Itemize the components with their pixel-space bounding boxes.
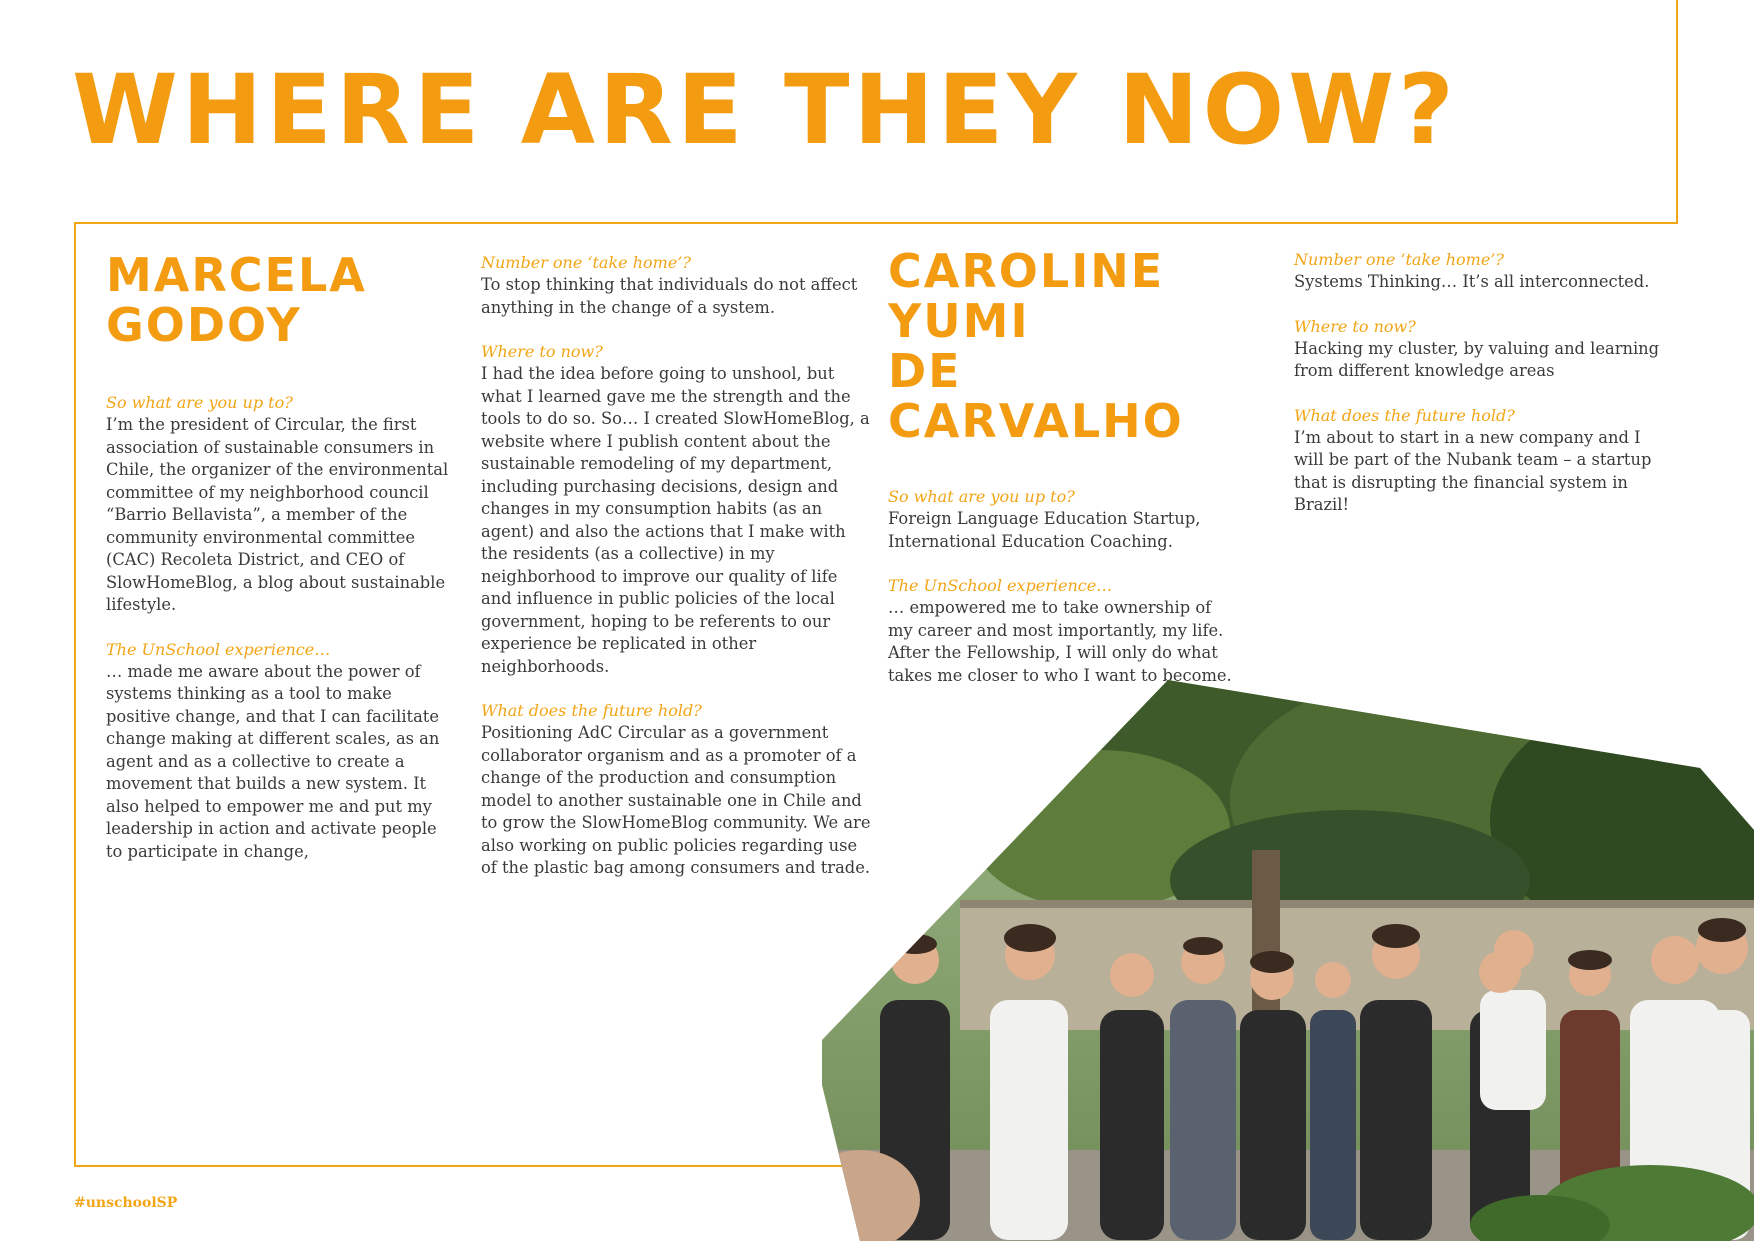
answer-text: Positioning AdC Circular as a government collaborator organism and as a promoter of a change of the production and consumption model to another sustainable one in Chile and to grow the SlowHomeBlog community. We are also working on public policies regarding use of the plastic bag among consumers and trade. (481, 723, 871, 877)
answer-text: … made me aware about the power of systems thinking as a tool to make positive change, and that I can facilitate change making at different scales, as an agent and as a collective to create a movement that builds a new system. It also helped to empower me and put my leadership in action and activate people to participate in change, (106, 661, 440, 861)
question-label: So what are you up to? (888, 487, 1075, 506)
question-label: The UnSchool experience… (888, 576, 1113, 595)
answer-text: I’m the president of Circular, the first association of sustainable consumers in Chile, the organizer of the environmental committee of my neighborhood council “Barrio Bellavista”, a member of the community environmental committee (CAC) Recoleta District, and CEO of SlowHomeBlog, a blog about sustainable lifestyle. (106, 415, 449, 614)
question-label: Number one ‘take home’? (481, 253, 691, 272)
page-title: WHERE ARE THEY NOW? (72, 54, 1458, 166)
name-line: YUMI (888, 294, 1030, 348)
answer-text: To stop thinking that individuals do not affect anything in the change of a system. (481, 275, 858, 317)
hashtag: #unschoolSP (74, 1195, 178, 1211)
name-line: GODOY (106, 298, 302, 352)
question-label: The UnSchool experience… (106, 639, 331, 659)
answer-text: … empowered me to take ownership of my career and most importantly, my life. After the Fellowship, I will only do what takes me closer to who I want to become. (888, 598, 1232, 685)
question-label: Where to now? (481, 342, 603, 361)
answer-text: I had the idea before going to unshool, but what I learned gave me the strength and the tools to do so. So… I created SlowHomeBlog, a website where I publish content about the sustainable remodeling of my department, including purchasing decisions, design and changes in my consumption habits (as an agent) and also the actions that I make with the residents (as a collective) in my neighborhood to improve our quality of life and influence in public policies of the local government, hoping to be referents to our experience be replicated in other neighborhoods. (481, 364, 870, 676)
answer-text: Foreign Language Education Startup, International Education Coaching. (888, 509, 1201, 551)
question-label: Where to now? (1294, 316, 1416, 336)
question-label: Number one ‘take home’? (1294, 250, 1504, 269)
question-label: So what are you up to? (106, 393, 293, 412)
name-line: MARCELA (106, 248, 367, 302)
question-label: What does the future hold? (481, 701, 702, 720)
name-line: DE CARVALHO (888, 344, 1184, 448)
question-label: What does the future hold? (1294, 405, 1515, 425)
answer-text: Hacking my cluster, by valuing and learning from different knowledge areas (1294, 338, 1660, 380)
answer-text: I’m about to start in a new company and I will be part of the Nubank team – a startup that is disrupting the financial system in Brazil! (1294, 427, 1652, 514)
name-line: CAROLINE (888, 244, 1165, 298)
answer-text: Systems Thinking… It’s all interconnected. (1294, 272, 1650, 291)
